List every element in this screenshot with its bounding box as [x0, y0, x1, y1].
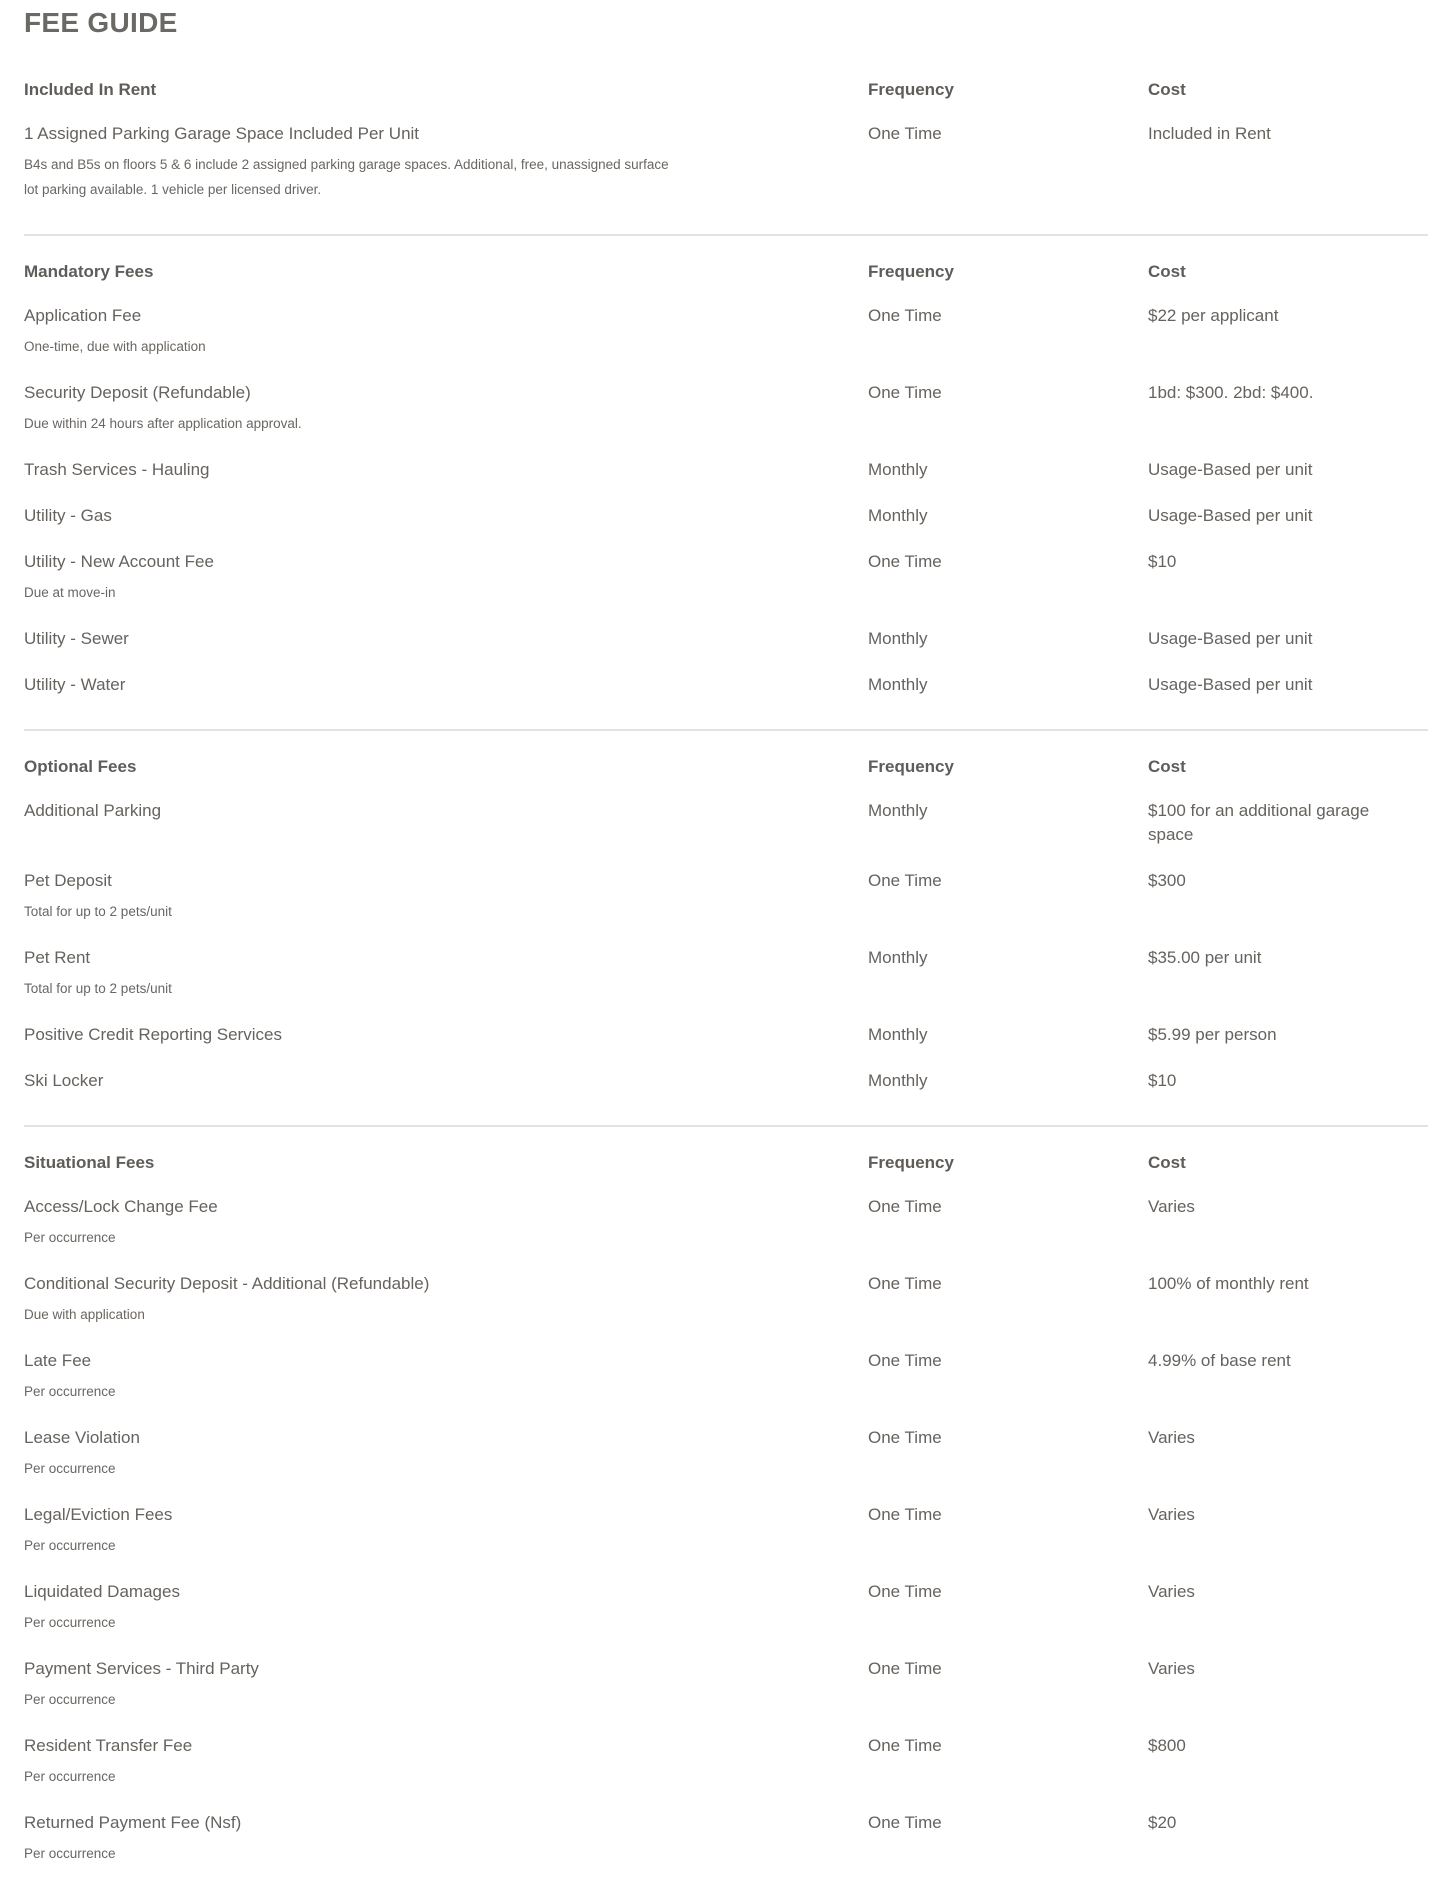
cost-column-header: Cost [1148, 757, 1186, 776]
fee-name-cell [24, 1426, 868, 1481]
fee-frequency: One Time [868, 1505, 942, 1524]
fee-name: 1 Assigned Parking Garage Space Included Per Unit [24, 124, 420, 143]
page-title: FEE GUIDE [24, 7, 178, 38]
section-title: Situational Fees [24, 1153, 155, 1172]
fee-note: Due within 24 hours after application approval. [24, 416, 302, 431]
fee-name-cell [24, 627, 868, 651]
fee-name-cell [24, 1272, 868, 1327]
fee-note: Per occurrence [24, 1538, 116, 1553]
fee-note: Per occurrence [24, 1461, 116, 1476]
fee-frequency: One Time [868, 552, 942, 571]
fee-row [24, 111, 1428, 213]
fee-cost: Varies [1148, 1428, 1195, 1447]
fee-name: Lease Violation [24, 1428, 140, 1447]
section-header [24, 755, 1428, 779]
fee-cost: Usage-Based per unit [1148, 460, 1313, 479]
section-title: Optional Fees [24, 757, 137, 776]
fee-name-cell [24, 1069, 868, 1093]
fee-note: Total for up to 2 pets/unit [24, 904, 172, 919]
fee-frequency: One Time [868, 1736, 942, 1755]
fee-note: Per occurrence [24, 1384, 116, 1399]
fee-name: Legal/Eviction Fees [24, 1505, 173, 1524]
fee-frequency: One Time [868, 1582, 942, 1601]
fee-name: Utility - Water [24, 675, 126, 694]
frequency-column-header: Frequency [868, 1153, 954, 1172]
fee-cost: $100 for an additional garage space [1148, 801, 1370, 844]
fee-frequency: Monthly [868, 1071, 928, 1090]
fee-name: Resident Transfer Fee [24, 1736, 193, 1755]
fee-row [24, 1569, 1428, 1646]
fee-frequency: Monthly [868, 948, 928, 967]
fee-frequency: Monthly [868, 1025, 928, 1044]
fee-cost: Varies [1148, 1197, 1195, 1216]
fee-section [24, 236, 1428, 731]
fee-name-cell [24, 458, 868, 482]
fee-row [24, 293, 1428, 370]
fee-cost: $20 [1148, 1813, 1177, 1832]
cost-column-header: Cost [1148, 80, 1186, 99]
fee-row [24, 616, 1428, 662]
fee-name: Returned Payment Fee (Nsf) [24, 1813, 242, 1832]
fee-row [24, 539, 1428, 616]
fee-name-cell [24, 799, 868, 847]
fee-cost: Included in Rent [1148, 124, 1271, 143]
fee-frequency: Monthly [868, 506, 928, 525]
section-title: Mandatory Fees [24, 262, 154, 281]
fee-section [24, 40, 1428, 236]
fee-frequency: One Time [868, 1197, 942, 1216]
fee-name-cell [24, 1811, 868, 1866]
fee-row [24, 1723, 1428, 1800]
fee-name-cell [24, 122, 868, 202]
fee-cost: $22 per applicant [1148, 306, 1279, 325]
fee-name: Utility - Sewer [24, 629, 129, 648]
fee-name-cell [24, 1023, 868, 1047]
fee-name: Positive Credit Reporting Services [24, 1025, 282, 1044]
fee-frequency: Monthly [868, 675, 928, 694]
fee-name: Utility - New Account Fee [24, 552, 214, 571]
fee-name-cell [24, 1349, 868, 1404]
fee-frequency: One Time [868, 124, 942, 143]
fee-name: Late Fee [24, 1351, 92, 1370]
fee-note: Per occurrence [24, 1846, 116, 1861]
fee-name-cell [24, 1503, 868, 1558]
fee-frequency: One Time [868, 1274, 942, 1293]
fee-name-cell [24, 1580, 868, 1635]
fee-name-cell [24, 673, 868, 697]
fee-cost: $10 [1148, 1071, 1177, 1090]
section-header [24, 78, 1428, 102]
fee-row [24, 1415, 1428, 1492]
fee-name: Additional Parking [24, 801, 162, 820]
fee-note: B4s and B5s on floors 5 & 6 include 2 assigned parking garage spaces. Additional, free, unassigned surface lot parking available. 1 vehicle per licensed driver. [24, 157, 669, 197]
fee-name: Access/Lock Change Fee [24, 1197, 218, 1216]
fee-row [24, 1800, 1428, 1877]
fee-name-cell [24, 869, 868, 924]
fee-name: Conditional Security Deposit - Additional (Refundable) [24, 1274, 430, 1293]
fee-cost: $35.00 per unit [1148, 948, 1262, 967]
fee-section [24, 731, 1428, 1127]
fee-name-cell [24, 304, 868, 359]
fee-row [24, 858, 1428, 935]
fee-name: Ski Locker [24, 1071, 104, 1090]
fee-frequency: Monthly [868, 460, 928, 479]
fee-frequency: One Time [868, 383, 942, 402]
fee-row [24, 935, 1428, 1012]
fee-name: Security Deposit (Refundable) [24, 383, 251, 402]
fee-name-cell [24, 946, 868, 1001]
cost-column-header: Cost [1148, 1153, 1186, 1172]
frequency-column-header: Frequency [868, 262, 954, 281]
fee-cost: Usage-Based per unit [1148, 506, 1313, 525]
fee-name-cell [24, 1734, 868, 1789]
fee-frequency: Monthly [868, 801, 928, 820]
frequency-column-header: Frequency [868, 80, 954, 99]
fee-name: Pet Deposit [24, 871, 112, 890]
section-header [24, 1151, 1428, 1175]
fee-name: Liquidated Damages [24, 1582, 180, 1601]
fee-row [24, 788, 1428, 858]
fee-cost: Usage-Based per unit [1148, 629, 1313, 648]
fee-note: Per occurrence [24, 1769, 116, 1784]
fee-frequency: One Time [868, 1428, 942, 1447]
section-title: Included In Rent [24, 80, 157, 99]
fee-row [24, 1261, 1428, 1338]
fee-row [24, 1646, 1428, 1723]
fee-note: Per occurrence [24, 1692, 116, 1707]
fee-row [24, 1012, 1428, 1058]
fee-name-cell [24, 504, 868, 528]
section-header [24, 260, 1428, 284]
fee-note: Due with application [24, 1307, 145, 1322]
fee-row [24, 1338, 1428, 1415]
fee-name-cell [24, 1657, 868, 1712]
fee-note: Total for up to 2 pets/unit [24, 981, 172, 996]
fee-frequency: Monthly [868, 629, 928, 648]
fee-section [24, 1127, 1428, 1898]
fee-note: One-time, due with application [24, 339, 206, 354]
fee-frequency: One Time [868, 1351, 942, 1370]
fee-sections [24, 40, 1428, 1898]
fee-cost: 1bd: $300. 2bd: $400. [1148, 383, 1314, 402]
fee-row [24, 1492, 1428, 1569]
fee-cost: $10 [1148, 552, 1177, 571]
fee-note: Due at move-in [24, 585, 116, 600]
fee-frequency: One Time [868, 306, 942, 325]
fee-row [24, 370, 1428, 447]
fee-row [24, 662, 1428, 708]
fee-row [24, 447, 1428, 493]
fee-row [24, 1058, 1428, 1104]
fee-name: Payment Services - Third Party [24, 1659, 259, 1678]
fee-cost: 100% of monthly rent [1148, 1274, 1309, 1293]
fee-name: Utility - Gas [24, 506, 112, 525]
fee-frequency: One Time [868, 1813, 942, 1832]
fee-note: Per occurrence [24, 1230, 116, 1245]
fee-note: Per occurrence [24, 1615, 116, 1630]
fee-name: Pet Rent [24, 948, 91, 967]
fee-cost: Varies [1148, 1582, 1195, 1601]
fee-cost: $5.99 per person [1148, 1025, 1277, 1044]
cost-column-header: Cost [1148, 262, 1186, 281]
fee-name: Application Fee [24, 306, 142, 325]
fee-row [24, 493, 1428, 539]
fee-cost: 4.99% of base rent [1148, 1351, 1291, 1370]
frequency-column-header: Frequency [868, 757, 954, 776]
fee-frequency: One Time [868, 871, 942, 890]
fee-frequency: One Time [868, 1659, 942, 1678]
fee-name-cell [24, 1195, 868, 1250]
fee-cost: $800 [1148, 1736, 1186, 1755]
fee-row [24, 1184, 1428, 1261]
fee-cost: Usage-Based per unit [1148, 675, 1313, 694]
fee-cost: Varies [1148, 1505, 1195, 1524]
fee-name-cell [24, 381, 868, 436]
fee-cost: Varies [1148, 1659, 1195, 1678]
fee-cost: $300 [1148, 871, 1186, 890]
fee-name-cell [24, 550, 868, 605]
fee-name: Trash Services - Hauling [24, 460, 210, 479]
